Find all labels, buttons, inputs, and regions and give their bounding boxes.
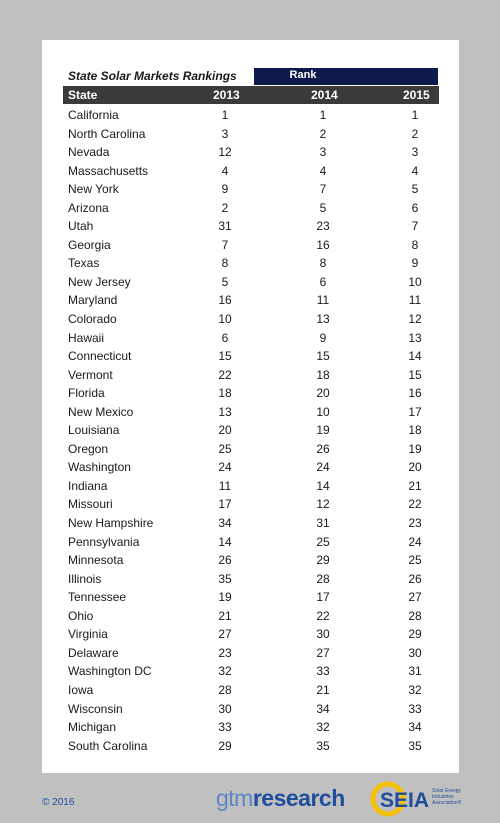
rank-2014-cell: 22 (316, 608, 330, 623)
rank-2013-cell: 14 (218, 534, 232, 549)
table-row (63, 476, 439, 495)
rank-2015-cell: 21 (408, 478, 422, 493)
rank-2013-cell: 3 (221, 126, 229, 141)
rank-2013-cell: 5 (221, 274, 229, 289)
table-row (63, 402, 439, 421)
copyright-text: © 2016 (42, 797, 75, 808)
rank-2015-cell: 15 (408, 367, 422, 382)
state-cell: Vermont (68, 367, 113, 382)
rank-2015-cell: 6 (411, 200, 419, 215)
table-row (63, 383, 439, 402)
table-row (63, 680, 439, 699)
rank-2013-cell: 16 (218, 293, 232, 308)
rank-label: Rank (289, 69, 317, 81)
rank-2015-cell: 12 (408, 312, 422, 327)
state-cell: Minnesota (68, 553, 124, 568)
rank-2014-cell: 7 (319, 182, 327, 197)
column-header-2015: 2015 (403, 88, 430, 102)
rank-2015-cell: 24 (408, 534, 422, 549)
table-row (63, 198, 439, 217)
state-cell: Ohio (68, 608, 94, 623)
rank-2015-cell: 17 (408, 404, 422, 419)
state-cell: Arizona (68, 200, 109, 215)
logo-research-text: research (252, 785, 345, 811)
table-row (63, 513, 439, 532)
state-cell: Michigan (68, 720, 117, 735)
rank-2015-cell: 4 (411, 163, 419, 178)
rank-2013-cell: 2 (221, 200, 229, 215)
rank-2013-cell: 23 (218, 645, 232, 660)
rank-2015-cell: 26 (408, 571, 422, 586)
rank-2014-cell: 35 (316, 738, 330, 753)
rank-2015-cell: 19 (408, 441, 422, 456)
rank-2014-cell: 33 (316, 664, 330, 679)
rank-2015-cell: 28 (408, 608, 422, 623)
state-cell: Iowa (68, 682, 94, 697)
rank-2013-cell: 24 (218, 460, 232, 475)
rank-2015-cell: 16 (408, 386, 422, 401)
rank-2014-cell: 27 (316, 645, 330, 660)
table-row (63, 736, 439, 755)
state-cell: Washington (68, 460, 131, 475)
table-row (63, 179, 439, 198)
table-row (63, 272, 439, 291)
rank-2013-cell: 17 (218, 497, 232, 512)
state-cell: New Hampshire (68, 516, 154, 531)
rank-2014-cell: 24 (316, 460, 330, 475)
table-row (63, 235, 439, 254)
column-header-state: State (68, 88, 98, 102)
rank-2014-cell: 20 (316, 386, 330, 401)
rank-2013-cell: 35 (218, 571, 232, 586)
state-cell: Maryland (68, 293, 118, 308)
state-cell: Tennessee (68, 590, 127, 605)
state-cell: Missouri (68, 497, 113, 512)
gtm-research-logo (216, 785, 345, 812)
state-cell: Texas (68, 256, 100, 271)
rank-2013-cell: 1 (221, 108, 229, 122)
rank-2013-cell: 28 (218, 682, 232, 697)
rank-2014-cell: 19 (316, 423, 330, 438)
rank-2015-cell: 31 (408, 664, 422, 679)
state-cell: Pennsylvania (68, 534, 140, 549)
table-row (63, 309, 439, 328)
rank-2014-cell: 28 (316, 571, 330, 586)
rank-2014-cell: 2 (319, 126, 327, 141)
rank-2015-cell: 23 (408, 516, 422, 531)
rank-2013-cell: 30 (218, 701, 232, 716)
rank-2013-cell: 22 (218, 367, 232, 382)
logo-gtm-text: gtm (216, 785, 253, 811)
table-row (63, 494, 439, 513)
rank-2013-cell: 31 (218, 219, 232, 234)
rank-2013-cell: 19 (218, 590, 232, 605)
rank-2014-cell: 23 (316, 219, 330, 234)
rank-group-header (254, 68, 438, 85)
rank-2015-cell: 1 (411, 108, 419, 122)
seia-tagline-3: Association® (432, 800, 462, 806)
rank-2014-cell: 6 (319, 274, 327, 289)
state-cell: Nevada (68, 145, 110, 160)
table-row (63, 587, 439, 606)
rank-2013-cell: 18 (218, 386, 232, 401)
rank-2013-cell: 26 (218, 553, 232, 568)
rank-2015-cell: 33 (408, 701, 422, 716)
rank-2013-cell: 32 (218, 664, 232, 679)
table-header (63, 86, 439, 104)
rank-2014-cell: 25 (316, 534, 330, 549)
rank-2014-cell: 12 (316, 497, 330, 512)
rank-2015-cell: 5 (411, 182, 419, 197)
table-row (63, 439, 439, 458)
rank-2014-cell: 3 (319, 145, 327, 160)
table-row (63, 606, 439, 625)
state-cell: Washington DC (68, 664, 152, 679)
rank-2014-cell: 5 (319, 200, 327, 215)
rank-2014-cell: 30 (316, 627, 330, 642)
report-panel (42, 40, 459, 773)
rank-2013-cell: 8 (221, 256, 229, 271)
rank-2015-cell: 11 (408, 293, 422, 308)
state-cell: Illinois (68, 571, 102, 586)
rank-2013-cell: 29 (218, 738, 232, 753)
rank-2015-cell: 20 (408, 460, 422, 475)
table-row (63, 569, 439, 588)
rank-2015-cell: 34 (408, 720, 422, 735)
rank-2015-cell: 8 (411, 237, 419, 252)
state-cell: New York (68, 182, 119, 197)
state-cell: New Mexico (68, 404, 134, 419)
rank-2015-cell: 32 (408, 682, 422, 697)
table-row (63, 142, 439, 161)
state-cell: Georgia (68, 237, 111, 252)
rank-2015-cell: 35 (408, 738, 422, 753)
rank-2013-cell: 9 (221, 182, 229, 197)
seia-tagline-2: Industries (432, 794, 454, 800)
table-row (63, 328, 439, 347)
rank-2014-cell: 1 (319, 108, 327, 122)
rank-2015-cell: 29 (408, 627, 422, 642)
rank-2015-cell: 3 (411, 145, 419, 160)
rank-2015-cell: 27 (408, 590, 422, 605)
table-row (63, 216, 439, 235)
table-row (63, 717, 439, 736)
rank-2014-cell: 34 (316, 701, 330, 716)
seia-logo (370, 781, 462, 817)
table-row (63, 420, 439, 439)
state-cell: Massachusetts (68, 163, 149, 178)
rank-2015-cell: 13 (408, 330, 422, 345)
rank-2015-cell: 30 (408, 645, 422, 660)
rank-2014-cell: 29 (316, 553, 330, 568)
rank-2015-cell: 22 (408, 497, 422, 512)
state-cell: Oregon (68, 441, 109, 456)
rank-2014-cell: 26 (316, 441, 330, 456)
rank-2015-cell: 10 (408, 274, 422, 289)
rank-2014-cell: 10 (316, 404, 330, 419)
rank-2015-cell: 18 (408, 423, 422, 438)
state-cell: Connecticut (68, 349, 132, 364)
state-cell: Colorado (68, 312, 117, 327)
rank-2013-cell: 7 (221, 237, 229, 252)
state-cell: Louisiana (68, 423, 120, 438)
rank-2013-cell: 20 (218, 423, 232, 438)
table-title: State Solar Markets Rankings (68, 69, 237, 83)
rank-2014-cell: 4 (319, 163, 327, 178)
table-row (63, 643, 439, 662)
table-body (63, 105, 439, 754)
rank-2013-cell: 10 (218, 312, 232, 327)
state-cell: Utah (68, 219, 94, 234)
rank-2014-cell: 16 (316, 237, 330, 252)
seia-wordmark: SEIA (380, 789, 430, 812)
rank-2013-cell: 11 (218, 478, 232, 493)
rank-2013-cell: 4 (221, 163, 229, 178)
rank-2014-cell: 21 (316, 682, 330, 697)
table-row (63, 105, 439, 124)
table-row (63, 661, 439, 680)
rank-2015-cell: 25 (408, 553, 422, 568)
state-cell: Florida (68, 386, 105, 401)
rank-2013-cell: 15 (218, 349, 232, 364)
table-row (63, 624, 439, 643)
rank-2013-cell: 25 (218, 441, 232, 456)
table-row (63, 290, 439, 309)
table-row (63, 699, 439, 718)
state-cell: Wisconsin (68, 701, 123, 716)
state-cell: Indiana (68, 478, 108, 493)
rank-2014-cell: 31 (316, 516, 330, 531)
rank-2013-cell: 27 (218, 627, 232, 642)
rank-2013-cell: 12 (218, 145, 232, 160)
table-row (63, 253, 439, 272)
rank-2013-cell: 6 (221, 330, 229, 345)
rank-2014-cell: 11 (316, 293, 330, 308)
rank-2013-cell: 33 (218, 720, 232, 735)
rank-2013-cell: 13 (218, 404, 232, 419)
state-cell: Virginia (68, 627, 108, 642)
seia-tagline-1: Solar Energy (432, 788, 461, 794)
state-cell: South Carolina (68, 738, 148, 753)
state-cell: North Carolina (68, 126, 146, 141)
table-row (63, 365, 439, 384)
rank-2015-cell: 7 (411, 219, 419, 234)
table-row (63, 346, 439, 365)
state-cell: Delaware (68, 645, 119, 660)
rank-2013-cell: 34 (218, 516, 232, 531)
state-cell: New Jersey (68, 274, 131, 289)
rank-2014-cell: 15 (316, 349, 330, 364)
rank-2015-cell: 9 (411, 256, 419, 271)
column-header-2014: 2014 (311, 88, 338, 102)
rank-2014-cell: 18 (316, 367, 330, 382)
table-row (63, 550, 439, 569)
table-row (63, 532, 439, 551)
table-row (63, 124, 439, 143)
rank-2014-cell: 9 (319, 330, 327, 345)
column-header-2013: 2013 (213, 88, 240, 102)
table-row (63, 161, 439, 180)
rank-2014-cell: 17 (316, 590, 330, 605)
rank-2014-cell: 32 (316, 720, 330, 735)
state-cell: Hawaii (68, 330, 105, 345)
rank-2014-cell: 13 (316, 312, 330, 327)
rank-2013-cell: 21 (218, 608, 232, 623)
rank-2014-cell: 14 (316, 478, 330, 493)
rank-2015-cell: 2 (411, 126, 419, 141)
rank-2014-cell: 8 (319, 256, 327, 271)
state-cell: California (68, 108, 119, 122)
rank-2015-cell: 14 (408, 349, 422, 364)
table-row (63, 457, 439, 476)
